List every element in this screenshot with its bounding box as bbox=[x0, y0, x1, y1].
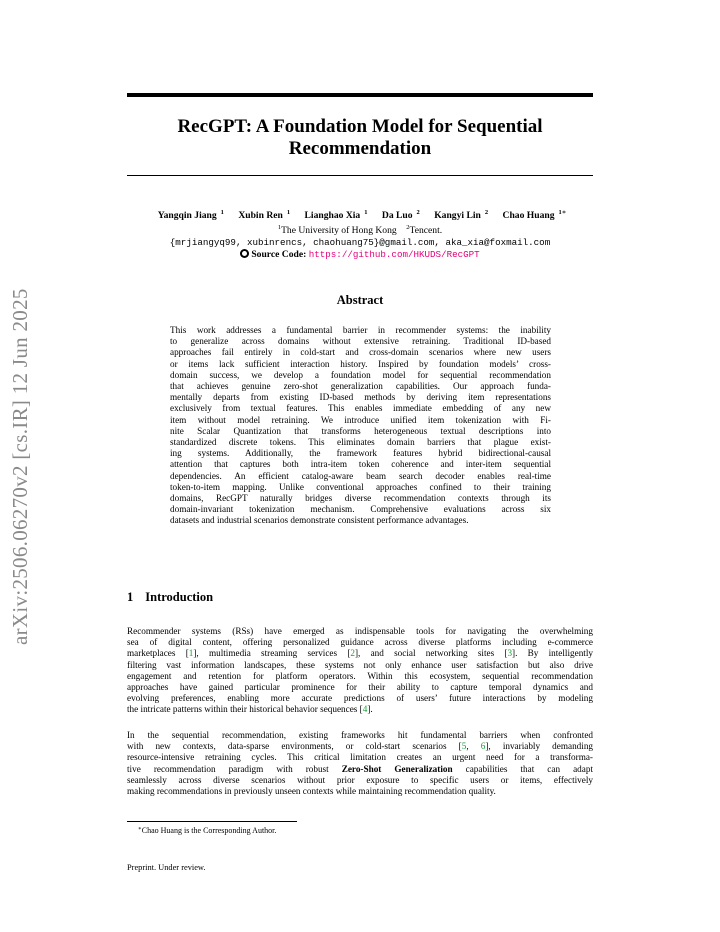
abstract-heading: Abstract bbox=[336, 293, 384, 307]
abstract-line: that achieves genuine zero-shot generalization capabilities. Our approach funda- bbox=[170, 381, 551, 392]
citation-link[interactable]: 4 bbox=[362, 704, 368, 715]
abstract-line: dependencies. An efficient catalog-aware beam search decoder enables real-time bbox=[170, 470, 551, 481]
abstract-line: domain-invariant tokenization mechanism. Comprehensive evaluations across six bbox=[170, 504, 551, 515]
abstract-line: to generalize across domains without extensive retraining. Traditional ID-based bbox=[170, 336, 551, 347]
section-heading-introduction bbox=[127, 590, 213, 605]
github-icon bbox=[240, 249, 249, 258]
title-bottom-rule bbox=[127, 175, 593, 176]
section-number: 1 bbox=[127, 590, 134, 604]
text-line: engagement and retention for platform operators. Within this ecosystem, sequential recommendation bbox=[127, 670, 593, 681]
text-line: seamlessly across diverse scenarios without prior exposure to specific users or items, effectively bbox=[127, 774, 593, 785]
affiliations: $^1$The University of Hong Kong $^2$Tencent. bbox=[277, 224, 443, 236]
preprint-notice: Preprint. Under review. bbox=[127, 863, 206, 872]
text-line: marketplaces [1], multimedia streaming services [2], and social networking sites [3]. By intelligently bbox=[127, 648, 593, 659]
abstract-line: or items lack sufficient interaction history. Inspired by foundation models’ cross- bbox=[170, 358, 551, 369]
text-line: tive recommendation paradigm with robust Zero-Shot Generalization capabilities that can adapt bbox=[127, 763, 593, 774]
text-line: filtering vast information landscapes, these systems not only enhance user satisfaction but also drive bbox=[127, 659, 593, 670]
abstract-line: mentally departs from existing ID-based methods by deriving item representations bbox=[170, 392, 551, 403]
abstract-line: token-to-item mapping. Unlike conventional approaches confined to their training bbox=[170, 481, 551, 492]
text-line: evolving preferences, enabling more accurate predictions of users’ future interactions by modeling bbox=[127, 693, 593, 704]
author-names bbox=[127, 207, 593, 222]
abstract-line: approaches fail entirely in cold-start and cross-domain scenarios where new users bbox=[170, 347, 551, 358]
text-line: making recommendations in previously unseen contexts while maintaining recommendation quality. bbox=[127, 786, 496, 797]
source-code-label: Source Code: bbox=[251, 249, 307, 260]
source-code-line bbox=[127, 249, 593, 261]
author: Da Luo $^2$ bbox=[381, 209, 420, 221]
citation-link[interactable]: 2 bbox=[350, 648, 355, 659]
abstract-line: datasets and industrial scenarios demonstrate consistent performance advantages. bbox=[170, 515, 469, 526]
text-line: resource-intensive retraining cycles. This critical limitation creates an urgent need for a transforma- bbox=[127, 752, 593, 763]
footnote-rule bbox=[127, 821, 297, 822]
abstract-line: standardized discrete tokens. This eliminates domain barriers that plague exist- bbox=[170, 437, 551, 448]
abstract-line: ing systems. Additionally, the framework features hybrid bidirectional-causal bbox=[170, 448, 551, 459]
citation-link[interactable]: 5 bbox=[461, 741, 467, 752]
author: Kangyi Lin $^2$ bbox=[434, 209, 489, 221]
title-top-rule bbox=[127, 93, 593, 97]
text-line: the intricate patterns within their historical behavior sequences [4]. bbox=[127, 704, 373, 715]
footnote: ∗Chao Huang is the Corresponding Author. bbox=[138, 826, 277, 835]
abstract-line: attention that captures both intra-item token coherence and inter-item sequential bbox=[170, 459, 551, 470]
affiliation-2: Tencent. bbox=[409, 225, 443, 236]
intro-paragraph-1 bbox=[127, 626, 593, 716]
citation-link[interactable]: 6 bbox=[480, 741, 486, 752]
source-code-link[interactable]: https://github.com/HKUDS/RecGPT bbox=[308, 249, 480, 260]
abstract-line: item without model retraining. We introduce unified item tokenization with Fi- bbox=[170, 414, 551, 425]
author: Chao Huang $^{1∗}$ bbox=[502, 209, 567, 221]
citation-link[interactable]: 1 bbox=[188, 648, 194, 659]
title-line-1: RecGPT: A Foundation Model for Sequential bbox=[177, 116, 543, 137]
text-line: Recommender systems (RSs) have emerged as indispensable tools for navigating the overwhelming bbox=[127, 626, 593, 636]
text-line: with new contexts, data-sparse environments, or cold-start scenarios [5, 6], invariably demanding bbox=[127, 741, 594, 752]
citation-link[interactable]: 3 bbox=[507, 648, 513, 659]
paper-title bbox=[127, 116, 593, 160]
abstract-line: domain success, we develop a foundation model for sequential recommendation bbox=[170, 369, 551, 380]
abstract-line: This work addresses a fundamental barrier in recommender systems: the inability bbox=[170, 325, 551, 335]
text-line: In the sequential recommendation, existing frameworks hit fundamental barriers when confronted bbox=[127, 730, 593, 740]
text-line: approaches have gained particular prominence for their ability to capture temporal dynamics and bbox=[127, 682, 593, 693]
abstract-line: nite Scalar Quantization that transforms heterogeneous textual descriptions into bbox=[170, 425, 551, 436]
author: Xubin Ren $^1$ bbox=[238, 209, 291, 221]
emphasis-text: Zero-Shot Generalization bbox=[341, 763, 453, 774]
title-line-2: Recommendation bbox=[288, 138, 432, 159]
arxiv-identifier: arXiv:2506.06270v2 [cs.IR] 12 Jun 2025 bbox=[8, 288, 32, 645]
author: Yangqin Jiang $^1$ bbox=[157, 209, 224, 221]
author-emails: {mrjiangyq99, xubinrencs, chaohuang75}@gmail.com, aka_xia@foxmail.com bbox=[169, 237, 551, 248]
abstract-body bbox=[170, 325, 551, 527]
affiliation-1: The University of Hong Kong bbox=[281, 225, 397, 236]
author: Lianghao Xia $^1$ bbox=[304, 209, 368, 221]
abstract-line: domains, RecGPT naturally bridges diverse recommendation contexts through its bbox=[170, 493, 551, 504]
abstract-line: exclusively from textual features. This enables immediate embedding of any new bbox=[170, 403, 551, 414]
author-block bbox=[127, 207, 593, 261]
intro-paragraph-2 bbox=[127, 730, 593, 797]
section-title: Introduction bbox=[145, 590, 214, 604]
text-line: sea of digital content, offering personalized guidance across diverse platforms including e-commerce bbox=[127, 637, 593, 648]
